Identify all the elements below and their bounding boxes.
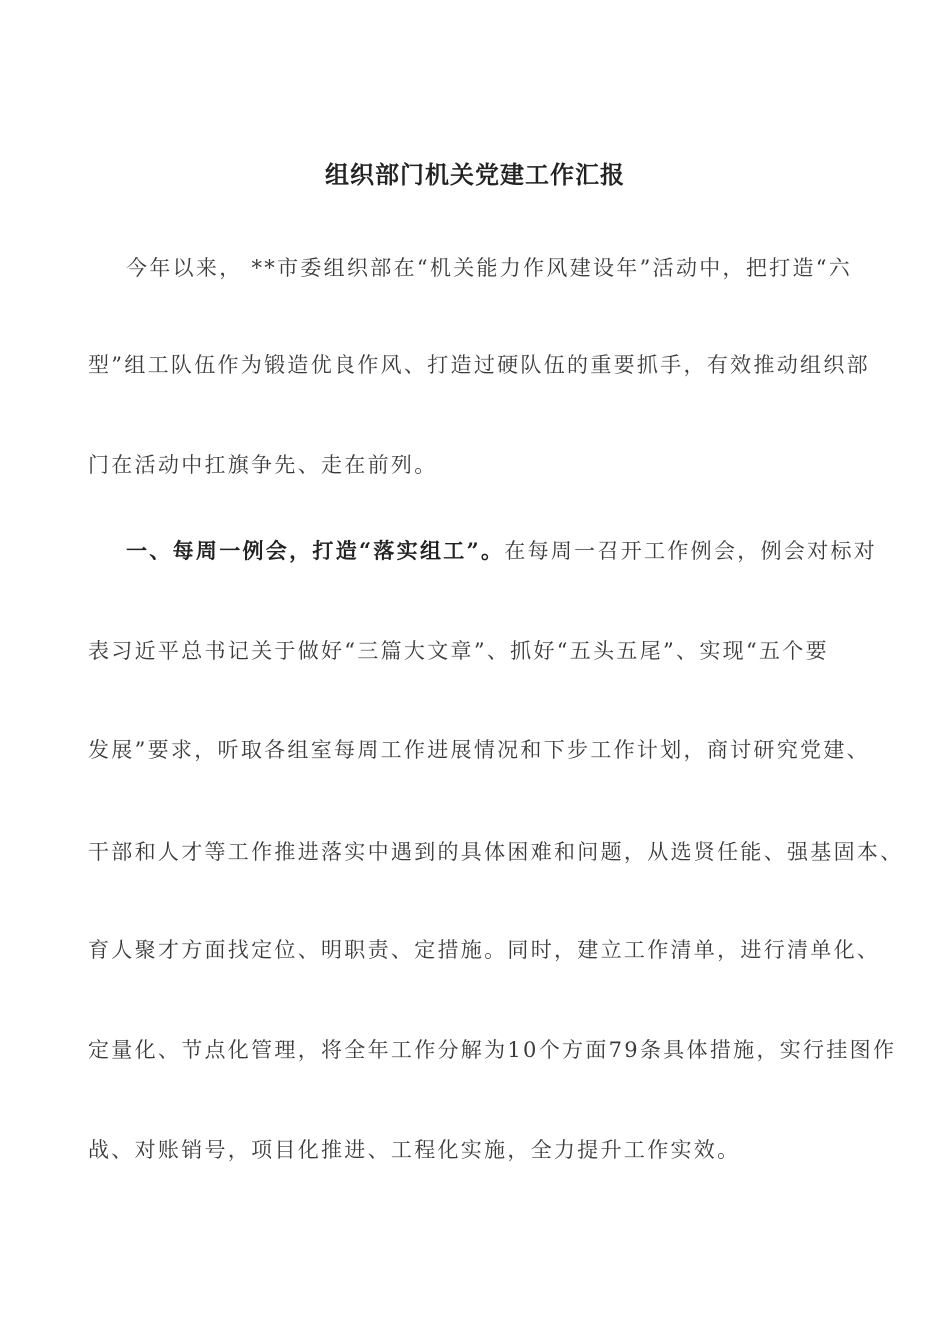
document-title: 组织部门机关党建工作汇报 bbox=[325, 160, 625, 189]
paragraph-1-line-3: 门在活动中扛旗争先、走在前列。 bbox=[88, 453, 438, 477]
paragraph-2-line-7: 战、对账销号，项目化推进、工程化实施，全力提升工作实效。 bbox=[88, 1138, 741, 1162]
paragraph-2-line-5: 育人聚才方面找定位、明职责、定措施。同时，建立工作清单，进行清单化、 bbox=[88, 938, 881, 962]
paragraph-1-line-2: 型”组工队伍作为锻造优良作风、打造过硬队伍的重要抓手，有效推动组织部 bbox=[88, 353, 870, 377]
paragraph-2-line-1 bbox=[126, 531, 877, 571]
section-heading: 一、每周一例会，打造“落实组工”。 bbox=[126, 538, 505, 563]
paragraph-2-line-3: 发展”要求，听取各组室每周工作进展情况和下步工作计划，商讨研究党建、 bbox=[88, 738, 870, 762]
paragraph-2-line-4: 干部和人才等工作推进落实中遇到的具体困难和问题，从选贤任能、强基固本、 bbox=[88, 840, 904, 864]
paragraph-1-line-1: 今年以来， **市委组织部在“机关能力作风建设年”活动中，把打造“六 bbox=[126, 256, 853, 280]
paragraph-2-line-1-text: 在每周一召开工作例会，例会对标对 bbox=[504, 539, 878, 563]
paragraph-2-line-6: 定量化、节点化管理，将全年工作分解为10个方面79条具体措施，实行挂图作 bbox=[88, 1038, 897, 1062]
paragraph-2-line-2: 表习近平总书记关于做好“三篇大文章”、抓好“五头五尾”、实现“五个要 bbox=[88, 639, 829, 663]
